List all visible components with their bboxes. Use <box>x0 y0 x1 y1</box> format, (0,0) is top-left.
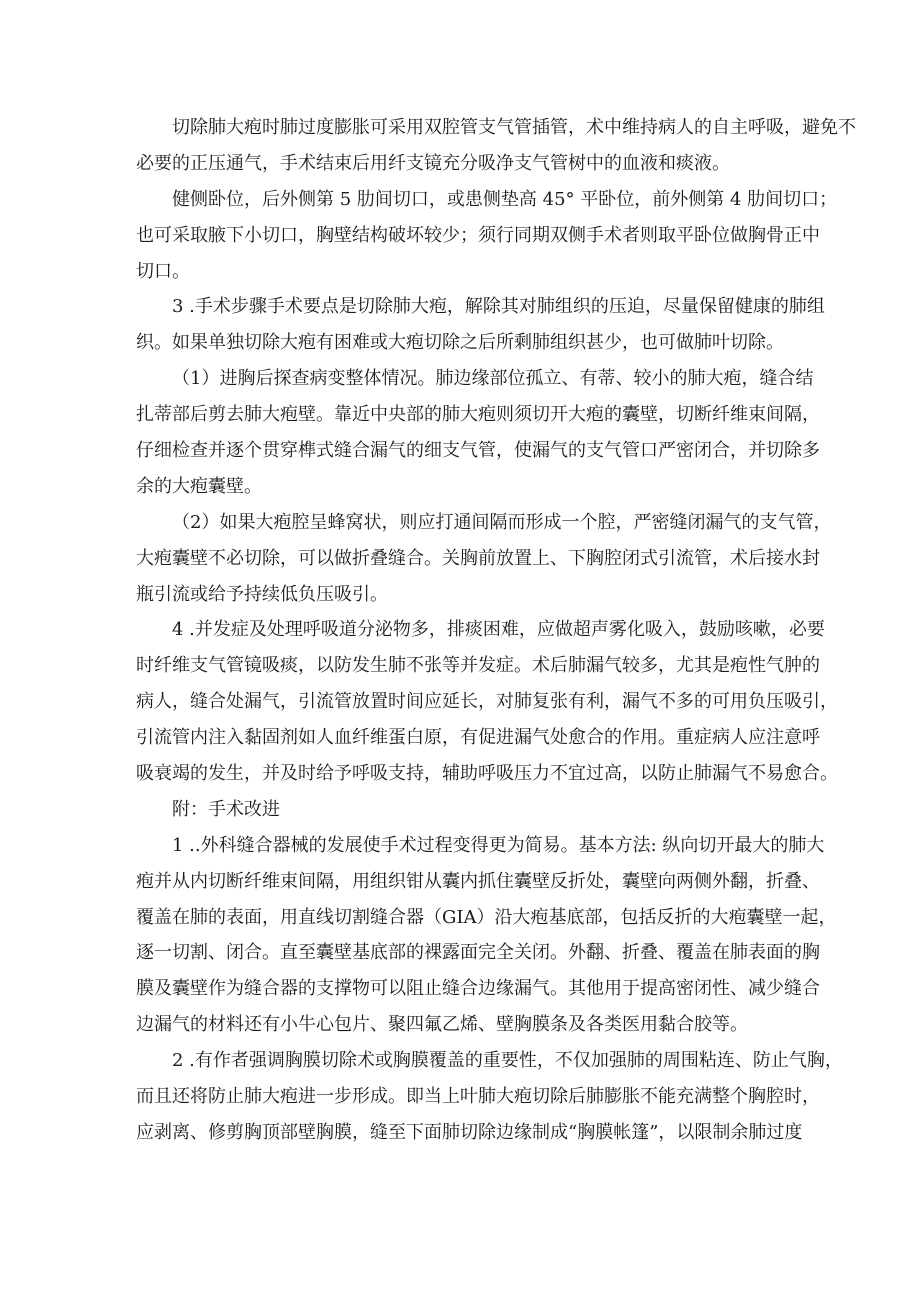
document-body <box>136 110 856 1151</box>
text-line: 膜及囊壁作为缝合器的支撑物可以阻止缝合边缘漏气。其他用于提高密闭性、减少缝合 <box>136 978 820 1000</box>
text-line: 也可采取腋下小切口，胸壁结构破坏较少；须行同期双侧手术者则取平卧位做胸骨正中 <box>136 224 820 246</box>
text-line: 切除肺大疱时肺过度膨胀可采用双腔管支气管插管，术中维持病人的自主呼吸，避免不 <box>172 117 856 138</box>
text-line: 织。如果单独切除大疱有困难或大疱切除之后所剩肺组织甚少，也可做肺叶切除。 <box>136 332 784 354</box>
paragraph <box>136 182 838 290</box>
text-line: 引流管内注入黏固剂如人血纤维蛋白原，有促进漏气处愈合的作用。重症病人应注意呼 <box>136 727 820 749</box>
text-line: （1）进胸后探查病变整体情况。肺边缘部位孤立、有蒂、较小的肺大疱，缝合结 <box>172 368 814 390</box>
text-line: 4 .并发症及处理呼吸道分泌物多，排痰困难，应做超声雾化吸入，鼓励咳嗽，必要 <box>172 619 825 641</box>
paragraph <box>136 1043 843 1151</box>
text-line: 扎蒂部后剪去肺大疱壁。靠近中央部的肺大疱则须切开大疱的囊壁，切断纤维束间隔， <box>136 404 820 426</box>
text-line: 覆盖在肺的表面，用直线切割缝合器（GIA）沿大疱基底部，包括反折的大疱囊壁一起， <box>136 906 837 928</box>
text-line: 必要的正压通气，手术结束后用纤支镜充分吸净支气管树中的血液和痰液。 <box>136 152 730 174</box>
text-line: 边漏气的材料还有小牛心包片、聚四氟乙烯、壁胸膜条及各类医用黏合胶等。 <box>136 1014 748 1036</box>
text-line: （2）如果大疱腔呈蜂窝状，则应打通间隔而形成一个腔，严密缝闭漏气的支气管， <box>172 511 832 533</box>
paragraph <box>136 792 800 828</box>
paragraph <box>136 361 820 505</box>
text-line: 健侧卧位，后外侧第 5 肋间切口，或患侧垫高 45° 平卧位，前外侧第 4 肋间切口； <box>172 188 838 210</box>
text-line: 1 ..外科缝合器械的发展使手术过程变得更为简易。基本方法: 纵向切开最大的肺大 <box>172 834 825 856</box>
text-line: 逐一切割、闭合。直至囊壁基底部的裸露面完全关闭。外翻、折叠、覆盖在肺表面的胸 <box>136 942 820 964</box>
text-line: 吸衰竭的发生，并及时给予呼吸支持，辅助呼吸压力不宜过高，以防止肺漏气不易愈合。 <box>136 763 838 785</box>
text-line: 大疱囊壁不必切除，可以做折叠缝合。关胸前放置上、下胸腔闭式引流管，术后接水封 <box>136 547 820 569</box>
text-line: 仔细检查并逐个贯穿榫式缝合漏气的细支气管，使漏气的支气管口严密闭合，并切除多 <box>136 440 820 462</box>
text-line: 而且还将防止肺大疱进一步形成。即当上叶肺大疱切除后肺膨胀不能充满整个胸腔时， <box>136 1086 820 1108</box>
paragraph <box>136 612 838 791</box>
paragraph <box>136 110 856 182</box>
paragraph <box>136 828 837 1043</box>
text-line: 3 .手术步骤手术要点是切除肺大疱，解除其对肺组织的压迫，尽量保留健康的肺组 <box>172 296 825 318</box>
paragraph <box>136 505 832 613</box>
text-line: 应剥离、修剪胸顶部壁胸膜，缝至下面肺切除边缘制成“胸膜帐篷”，以限制余肺过度 <box>136 1121 803 1143</box>
text-line: 疱并从内切断纤维束间隔，用组织钳从囊内抓住囊壁反折处，囊壁向两侧外翻，折叠、 <box>136 870 820 892</box>
text-line: 时纤维支气管镜吸痰，以防发生肺不张等并发症。术后肺漏气较多，尤其是疱性气肿的 <box>136 655 820 677</box>
text-line: 附：手术改进 <box>172 798 280 820</box>
text-line: 瓶引流或给予持续低负压吸引。 <box>136 583 388 605</box>
paragraph <box>136 289 825 361</box>
text-line: 余的大疱囊壁。 <box>136 475 262 497</box>
text-line: 2 .有作者强调胸膜切除术或胸膜覆盖的重要性，不仅加强肺的周围粘连、防止气胸， <box>172 1050 843 1072</box>
text-line: 切口。 <box>136 260 190 282</box>
text-line: 病人，缝合处漏气，引流管放置时间应延长，对肺复张有利，漏气不多的可用负压吸引， <box>136 691 838 713</box>
